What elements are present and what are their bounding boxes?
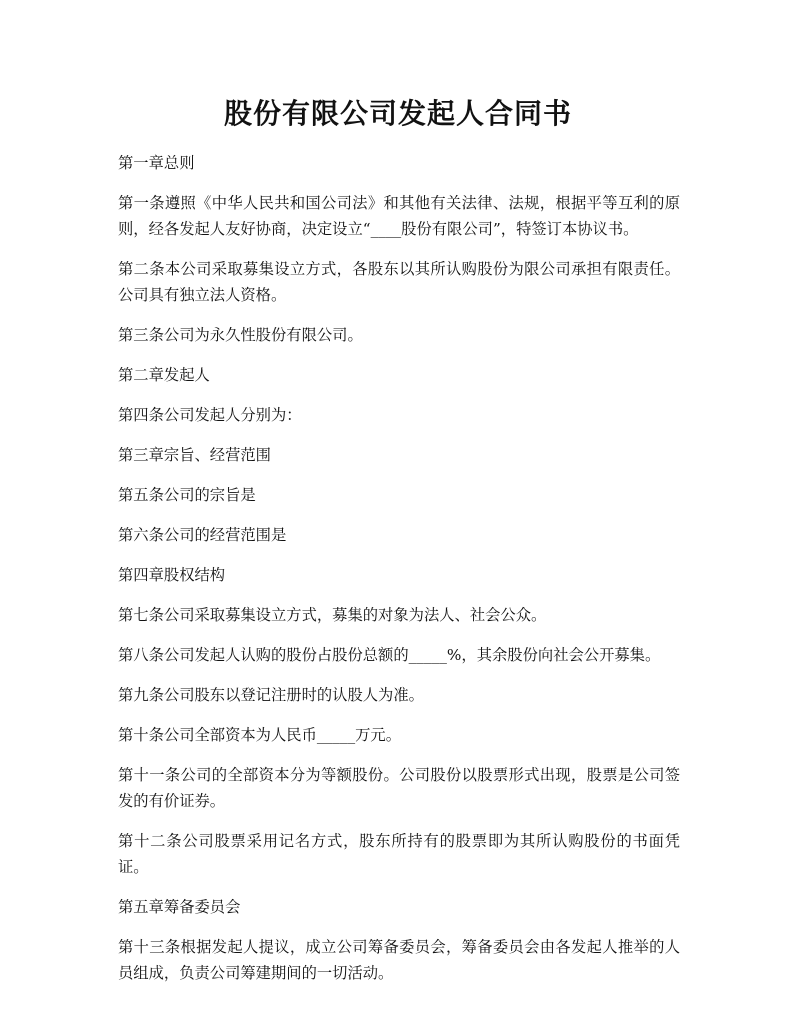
article-paragraph: 第十二条公司股票采用记名方式，股东所持有的股票即为其所认购股份的书面凭证。 [118, 832, 680, 876]
article-paragraph: 第十三条根据发起人提议，成立公司筹备委员会，筹备委员会由各发起人推举的人员组成，负责公司筹建期间的一切活动。 [118, 938, 680, 982]
article-paragraph: 第九条公司股东以登记注册时的认股人为准。 [118, 686, 424, 704]
article-paragraph: 第二条本公司采取募集设立方式，各股东以其所认购股份为限公司承担有限责任。公司具有独立法人资格。 [118, 260, 680, 304]
article-paragraph: 第十条公司全部资本为人民币_____万元。 [118, 726, 401, 744]
article-paragraph: 第四条公司发起人分别为： [118, 406, 302, 424]
article-paragraph: 第六条公司的经营范围是 [118, 526, 287, 544]
chapter-heading: 第一章总则 [118, 154, 195, 172]
article-paragraph: 第八条公司发起人认购的股份占股份总额的_____%，其余股份向社会公开募集。 [118, 646, 661, 664]
document-body [118, 150, 680, 1000]
chapter-heading: 第四章股权结构 [118, 566, 226, 584]
chapter-heading: 第五章筹备委员会 [118, 898, 241, 916]
document-title: 股份有限公司发起人合同书 [223, 97, 572, 130]
article-paragraph: 第三条公司为永久性股份有限公司。 [118, 326, 363, 344]
article-paragraph: 第十一条公司的全部资本分为等额股份。公司股份以股票形式出现，股票是公司签发的有价证券。 [118, 766, 680, 810]
article-paragraph: 第一条遵照《中华人民共和国公司法》和其他有关法律、法规，根据平等互利的原则，经各发起人友好协商，决定设立“____股份有限公司”，特签订本协议书。 [118, 194, 680, 238]
article-paragraph: 第七条公司采取募集设立方式，募集的对象为法人、社会公众。 [118, 606, 547, 624]
article-paragraph: 第五条公司的宗旨是 [118, 486, 256, 504]
chapter-heading: 第二章发起人 [118, 366, 210, 384]
chapter-heading: 第三章宗旨、经营范围 [118, 446, 271, 464]
